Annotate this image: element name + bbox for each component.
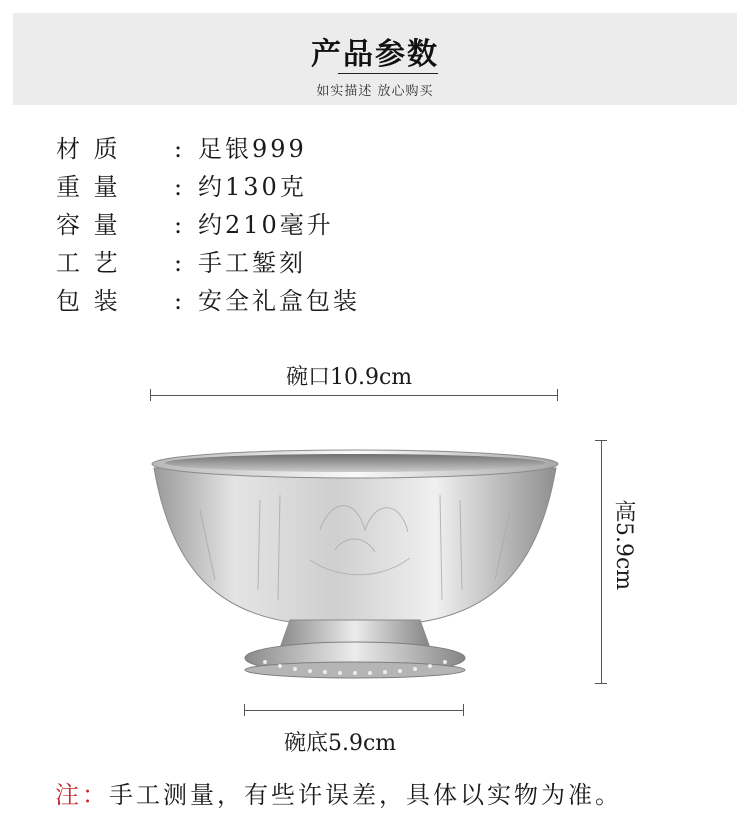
spec-label: 工 艺 (56, 249, 121, 277)
spec-value: 手工錾刻 (198, 249, 306, 277)
spec-colon: : (174, 173, 186, 201)
spec-row-capacity (56, 206, 360, 244)
spec-label: 包 装 (56, 287, 121, 315)
header-banner (13, 13, 737, 105)
title-divider (338, 73, 438, 74)
page-title: 产品参数 (311, 37, 439, 72)
spec-colon: : (174, 249, 186, 277)
spec-value: 足银999 (198, 135, 307, 163)
dimension-tick (595, 683, 607, 684)
height-label: 高5.9cm (611, 500, 636, 591)
spec-row-material (56, 130, 360, 168)
spec-label: 材 质 (56, 135, 121, 163)
spec-value: 约130克 (198, 173, 307, 201)
spec-row-packaging (56, 282, 360, 320)
spec-label: 容 量 (56, 211, 121, 239)
dimension-tick (557, 389, 558, 401)
mouth-width-label: 碗口10.9cm (286, 365, 413, 390)
silver-bowl-image (140, 440, 570, 690)
base-dimension-line (244, 710, 464, 711)
measurement-note (55, 775, 622, 810)
spec-colon: : (174, 211, 186, 239)
note-prefix: 注： (55, 781, 109, 809)
dimension-tick (150, 389, 151, 401)
note-text: 手工测量，有些许误差，具体以实物为准。 (109, 781, 622, 809)
page-subtitle: 如实描述 放心购买 (316, 84, 434, 99)
height-dimension-line (601, 440, 602, 684)
spec-value: 安全礼盒包装 (198, 287, 360, 315)
base-width-label: 碗底5.9cm (284, 731, 397, 756)
spec-list (56, 130, 360, 320)
spec-colon: : (174, 135, 186, 163)
spec-row-craft (56, 244, 360, 282)
dimension-tick (244, 704, 245, 716)
dimension-tick (463, 704, 464, 716)
spec-colon: : (174, 287, 186, 315)
spec-label: 重 量 (56, 173, 121, 201)
spec-row-weight (56, 168, 360, 206)
mouth-dimension-line (150, 395, 558, 396)
spec-value: 约210毫升 (198, 211, 334, 239)
dimension-tick (595, 440, 607, 441)
